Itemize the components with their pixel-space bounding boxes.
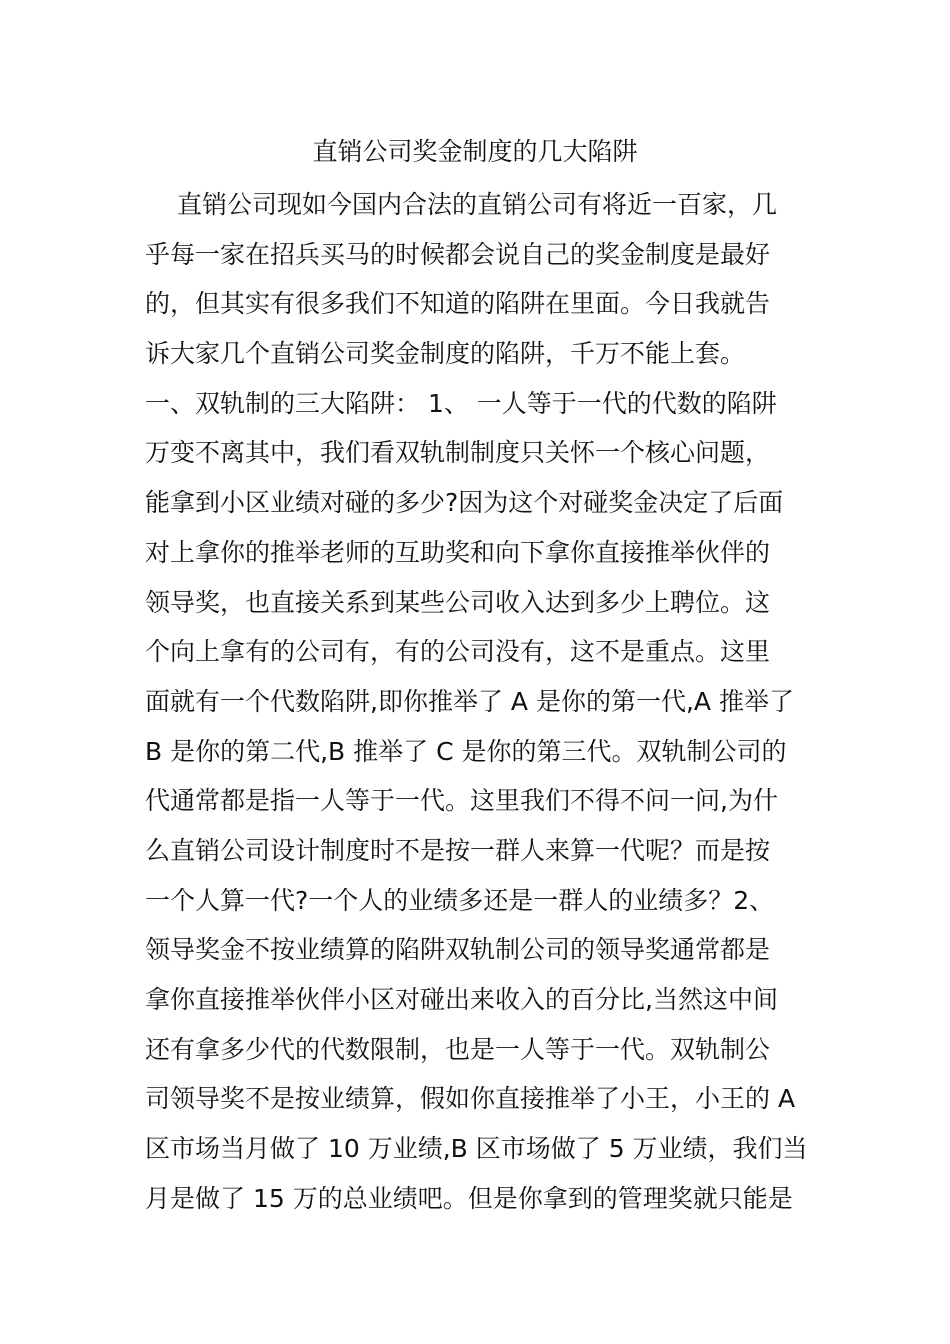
paragraph-line: 月是做了 15 万的总业绩吧。但是你拿到的管理奖就只能是 [145,1183,793,1213]
paragraph-line: 个向上拿有的公司有，有的公司没有，这不是重点。这里 [145,637,771,667]
paragraph-line: 司领导奖不是按业绩算，假如你直接推举了小王，小王的 A [145,1084,796,1114]
paragraph-line: 领导奖金不按业绩算的陷阱双轨制公司的领导奖通常都是 [145,935,771,965]
paragraph-line: 还有拿多少代的代数限制，也是一人等于一代。双轨制公 [145,1034,771,1064]
paragraph-line: 万变不离其中，我们看双轨制制度只关怀一个核心问题， [145,438,771,468]
paragraph-line: 面就有一个代数陷阱,即你推举了 A 是你的第一代,A 推举了 [145,686,794,716]
paragraph-line: 一个人算一代?一个人的业绩多还是一群人的业绩多？2、 [145,885,775,915]
paragraph-line: 领导奖，也直接关系到某些公司收入达到多少上聘位。这 [145,587,771,617]
paragraph-line: 拿你直接推举伙伴小区对碰出来收入的百分比,当然这中间 [145,985,778,1014]
paragraph-line: 的，但其实有很多我们不知道的陷阱在里面。今日我就告 [145,289,771,319]
document-body [145,180,825,1223]
document-title: 直销公司奖金制度的几大陷阱 [312,137,638,166]
paragraph-line: 能拿到小区业绩对碰的多少?因为这个对碰奖金决定了后面 [145,488,784,518]
paragraph-line: 一、双轨制的三大陷阱： 1、 一人等于一代的代数的陷阱 [145,388,777,418]
paragraph-line: 对上拿你的推举老师的互助奖和向下拿你直接推举伙伴的 [145,537,771,567]
paragraph-line: 区市场当月做了 10 万业绩,B 区市场做了 5 万业绩，我们当 [145,1134,808,1164]
paragraph-line: 代通常都是指一人等于一代。这里我们不得不问一问,为什 [145,786,778,816]
paragraph-line: 诉大家几个直销公司奖金制度的陷阱，千万不能上套。 [145,339,746,369]
paragraph-line: 乎每一家在招兵买马的时候都会说自己的奖金制度是最好 [145,239,771,269]
paragraph-line: 么直销公司设计制度时不是按一群人来算一代呢？而是按 [145,835,771,865]
paragraph-line: B 是你的第二代,B 推举了 C 是你的第三代。双轨制公司的 [145,736,787,766]
paragraph-line: 直销公司现如今国内合法的直销公司有将近一百家，几 [177,190,778,219]
